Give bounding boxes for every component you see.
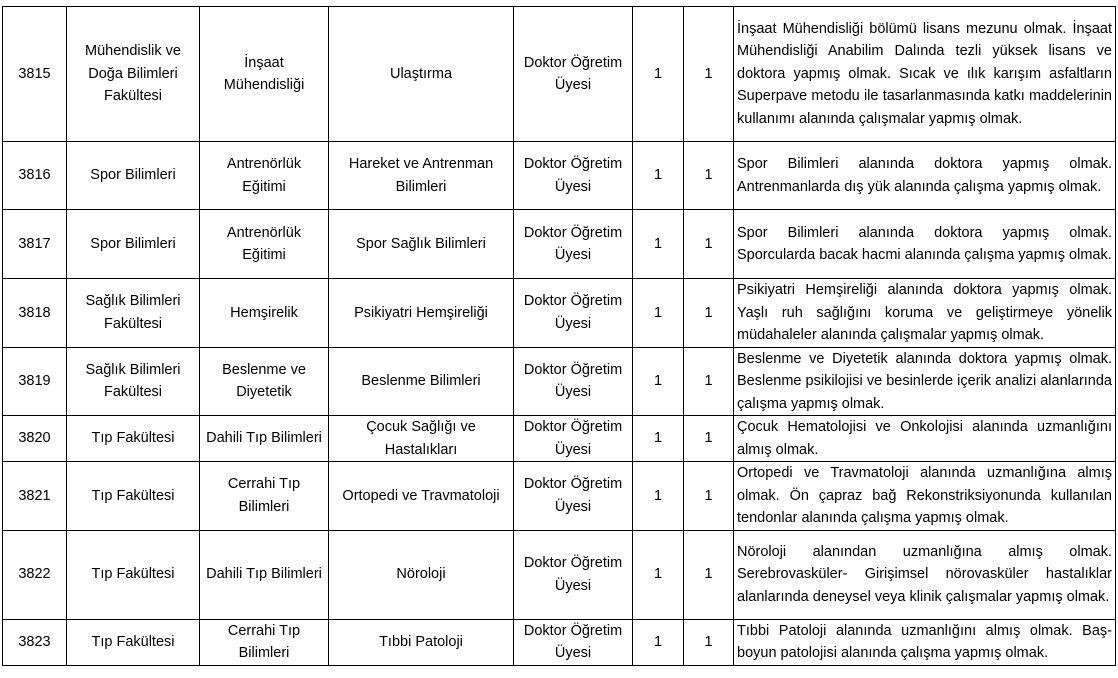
requirement-cell: Beslenme ve Diyetetik alanında doktora yapmış olmak. Beslenme psikilojisi ve besinlerde içerik analizi alanlarında çalışma yapmış olmak. [734, 347, 1116, 416]
count-cell: 1 [633, 142, 684, 210]
table-body [3, 7, 1116, 666]
faculty-cell: Sağlık Bilimleri Fakültesi [67, 347, 200, 416]
degree-cell: 1 [684, 416, 734, 462]
row-number: 3820 [3, 416, 67, 462]
faculty-cell: Mühendislik ve Doğa Bilimleri Fakültesi [67, 7, 200, 142]
table-row [3, 142, 1116, 210]
row-number: 3818 [3, 279, 67, 348]
requirement-cell: Nöroloji alanından uzmanlığına almış olmak. Serebrovasküler- Girişimsel nörovasküler hastalıklar alanlarında deneysel veya klinik çalışmalar yapmış olmak. [734, 530, 1116, 619]
requirement-cell: Psikiyatri Hemşireliği alanında doktora yapmış olmak. Yaşlı ruh sağlığını koruma ve geliştirmeye yönelik müdahaleler alanında çalışmalar yapmış olmak. [734, 279, 1116, 348]
degree-cell: 1 [684, 347, 734, 416]
degree-cell: 1 [684, 462, 734, 531]
count-cell: 1 [633, 210, 684, 279]
degree-cell: 1 [684, 210, 734, 279]
department-cell: Cerrahi Tıp Bilimleri [200, 619, 329, 665]
field-cell: Ortopedi ve Travmatoloji [329, 462, 514, 531]
degree-cell: 1 [684, 530, 734, 619]
faculty-cell: Tıp Fakültesi [67, 530, 200, 619]
title-cell: Doktor Öğretim Üyesi [514, 347, 633, 416]
count-cell: 1 [633, 279, 684, 348]
count-cell: 1 [633, 7, 684, 142]
degree-cell: 1 [684, 279, 734, 348]
title-cell: Doktor Öğretim Üyesi [514, 530, 633, 619]
field-cell: Ulaştırma [329, 7, 514, 142]
row-number: 3817 [3, 210, 67, 279]
row-number: 3816 [3, 142, 67, 210]
count-cell: 1 [633, 462, 684, 531]
faculty-cell: Tıp Fakültesi [67, 462, 200, 531]
field-cell: Nöroloji [329, 530, 514, 619]
count-cell: 1 [633, 530, 684, 619]
row-number: 3822 [3, 530, 67, 619]
title-cell: Doktor Öğretim Üyesi [514, 416, 633, 462]
table-row [3, 619, 1116, 665]
title-cell: Doktor Öğretim Üyesi [514, 462, 633, 531]
count-cell: 1 [633, 347, 684, 416]
degree-cell: 1 [684, 142, 734, 210]
title-cell: Doktor Öğretim Üyesi [514, 7, 633, 142]
field-cell: Çocuk Sağlığı ve Hastalıkları [329, 416, 514, 462]
faculty-cell: Tıp Fakültesi [67, 416, 200, 462]
title-cell: Doktor Öğretim Üyesi [514, 279, 633, 348]
row-number: 3815 [3, 7, 67, 142]
faculty-cell: Spor Bilimleri [67, 210, 200, 279]
title-cell: Doktor Öğretim Üyesi [514, 210, 633, 279]
department-cell: Hemşirelik [200, 279, 329, 348]
table-row [3, 462, 1116, 531]
requirement-cell: Spor Bilimleri alanında doktora yapmış olmak. Antrenmanlarda dış yük alanında çalışma yapmış olmak. [734, 142, 1116, 210]
department-cell: Cerrahi Tıp Bilimleri [200, 462, 329, 531]
table-row [3, 279, 1116, 348]
table-row [3, 7, 1116, 142]
count-cell: 1 [633, 416, 684, 462]
degree-cell: 1 [684, 619, 734, 665]
title-cell: Doktor Öğretim Üyesi [514, 619, 633, 665]
table-row [3, 347, 1116, 416]
row-number: 3823 [3, 619, 67, 665]
table-row [3, 530, 1116, 619]
faculty-cell: Spor Bilimleri [67, 142, 200, 210]
title-cell: Doktor Öğretim Üyesi [514, 142, 633, 210]
department-cell: Beslenme ve Diyetetik [200, 347, 329, 416]
field-cell: Tıbbi Patoloji [329, 619, 514, 665]
department-cell: Antrenörlük Eğitimi [200, 210, 329, 279]
field-cell: Hareket ve Antrenman Bilimleri [329, 142, 514, 210]
positions-table [2, 6, 1116, 666]
count-cell: 1 [633, 619, 684, 665]
degree-cell: 1 [684, 7, 734, 142]
faculty-cell: Sağlık Bilimleri Fakültesi [67, 279, 200, 348]
field-cell: Beslenme Bilimleri [329, 347, 514, 416]
requirement-cell: Ortopedi ve Travmatoloji alanında uzmanlığına almış olmak. Ön çapraz bağ Rekonstriksiyonunda kullanılan tendonlar alanında çalışma yapmış olmak. [734, 462, 1116, 531]
department-cell: Dahili Tıp Bilimleri [200, 416, 329, 462]
department-cell: İnşaat Mühendisliği [200, 7, 329, 142]
table-row [3, 416, 1116, 462]
field-cell: Spor Sağlık Bilimleri [329, 210, 514, 279]
field-cell: Psikiyatri Hemşireliği [329, 279, 514, 348]
row-number: 3819 [3, 347, 67, 416]
row-number: 3821 [3, 462, 67, 531]
faculty-cell: Tıp Fakültesi [67, 619, 200, 665]
requirement-cell: Spor Bilimleri alanında doktora yapmış olmak. Sporcularda bacak hacmi alanında çalışma yapmış olmak. [734, 210, 1116, 279]
department-cell: Dahili Tıp Bilimleri [200, 530, 329, 619]
table-row [3, 210, 1116, 279]
department-cell: Antrenörlük Eğitimi [200, 142, 329, 210]
requirement-cell: Tıbbi Patoloji alanında uzmanlığını almış olmak. Baş-boyun patolojisi alanında çalışma yapmış olmak. [734, 619, 1116, 665]
requirement-cell: Çocuk Hematolojisi ve Onkolojisi alanında uzmanlığını almış olmak. [734, 416, 1116, 462]
requirement-cell: İnşaat Mühendisliği bölümü lisans mezunu olmak. İnşaat Mühendisliği Anabilim Dalında tezli yüksek lisans ve doktora yapmış olmak. Sıcak ve ılık karışım asfaltların Superpave metodu ile tasarlanmasında katkı maddelerinin kullanımı alanında çalışmalar yapmış olmak. [734, 7, 1116, 142]
